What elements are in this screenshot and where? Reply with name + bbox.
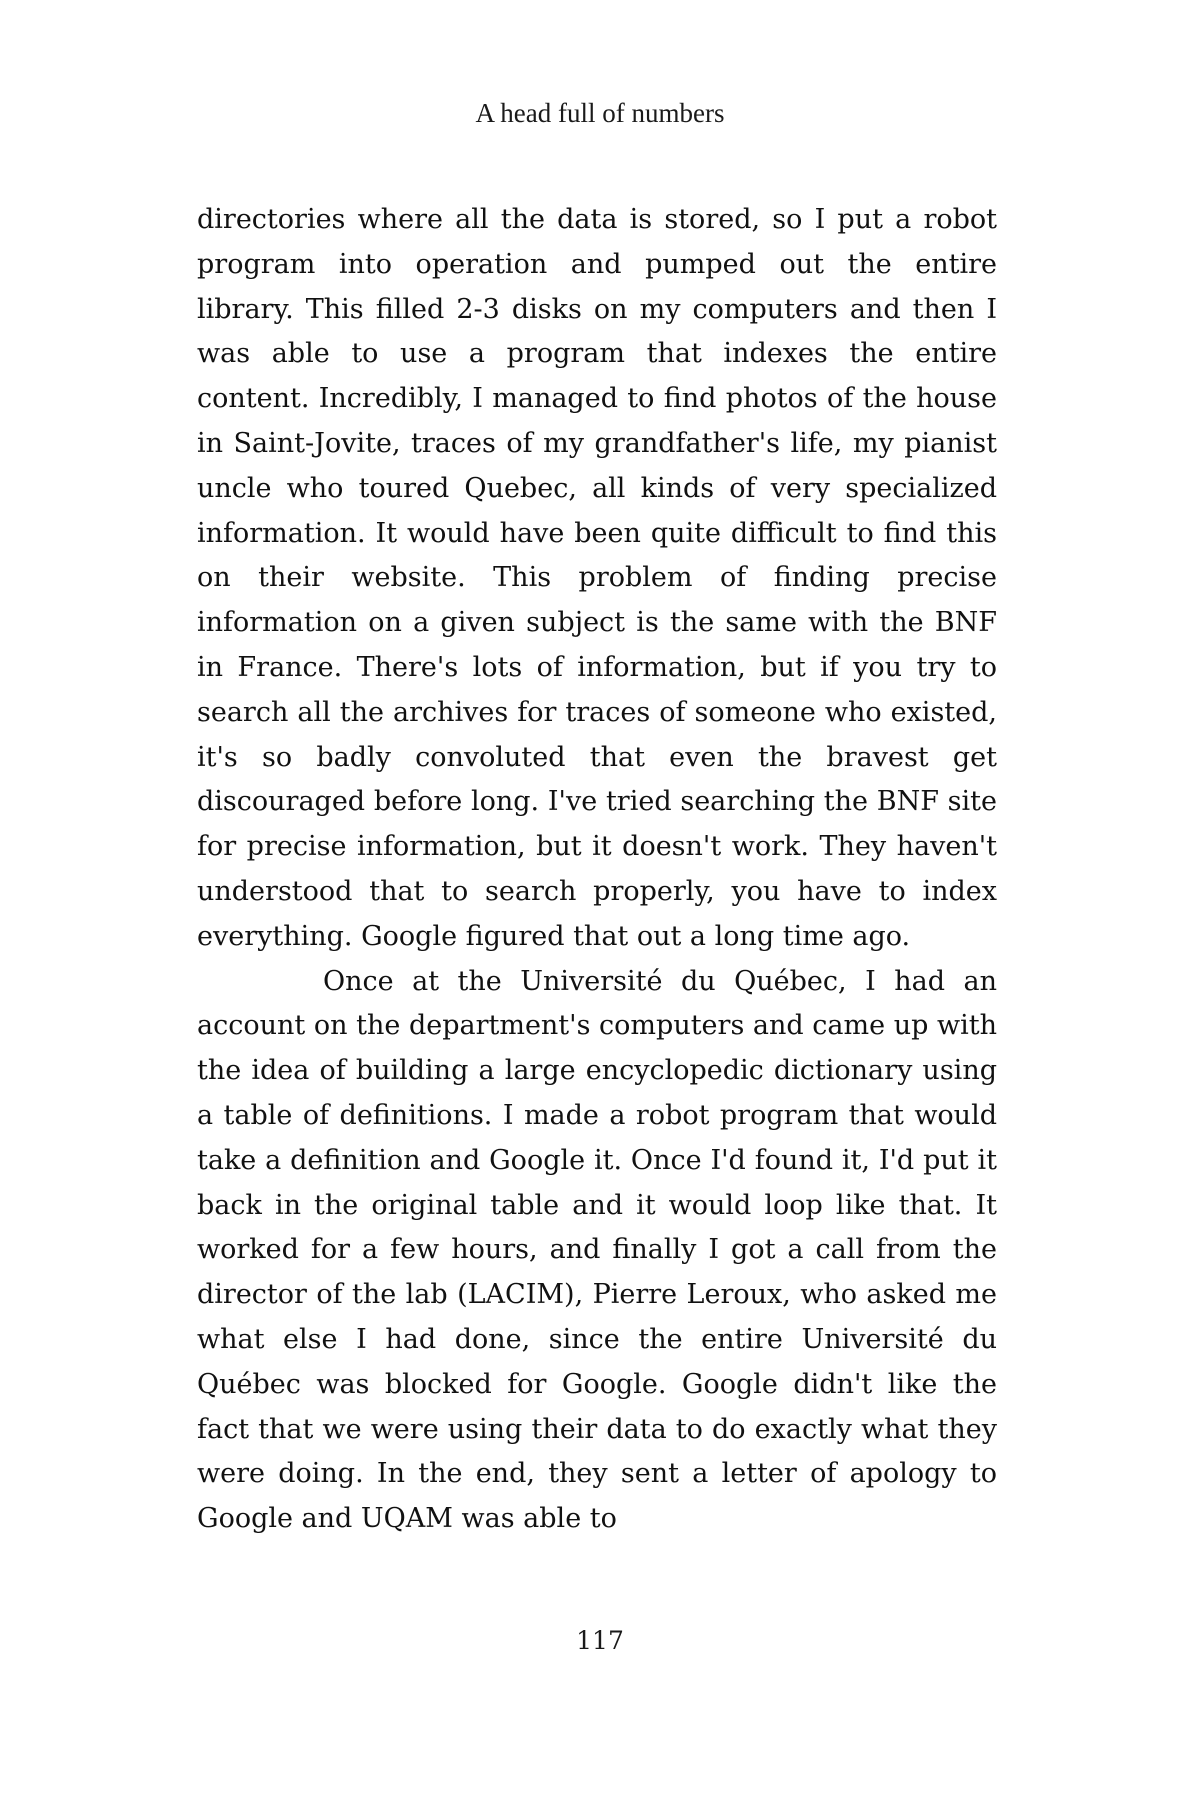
body-text xyxy=(197,198,997,1542)
paragraph: Once at the Université du Québec, I had an account on the department's computers and came up with the idea of building a large encyclopedic dictionary using a table of definitions. I made a robot program that would take a definition and Google it. Once I'd found it, I'd put it back in the original table and it would loop like that. It worked for a few hours, and finally I got a call from the director of the lab (LACIM), Pierre Leroux, who asked me what else I had done, since the entire Université du Québec was blocked for Google. Google didn't like the fact that we were using their data to do exactly what they were doing. In the end, they sent a letter of apology to Google and UQAM was able to xyxy=(197,965,997,1535)
page-number: 117 xyxy=(576,1626,624,1655)
paragraph: directories where all the data is stored, so I put a robot program into operation and pumped out the entire library. This filled 2-3 disks on my computers and then I was able to use a program that indexes the entire content. Incredibly, I managed to find photos of the house in Saint-Jovite, traces of my grandfather's life, my pianist uncle who toured Quebec, all kinds of very specialized information. It would have been quite difficult to find this on their website. This problem of finding precise information on a given subject is the same with the BNF in France. There's lots of information, but if you try to search all the archives for traces of someone who existed, it's so badly convoluted that even the bravest get discouraged before long. I've tried searching the BNF site for precise information, but it doesn't work. They haven't understood that to search properly, you have to index everything. Google figured that out a long time ago. xyxy=(197,204,997,952)
running-head: A head full of numbers xyxy=(475,98,725,128)
